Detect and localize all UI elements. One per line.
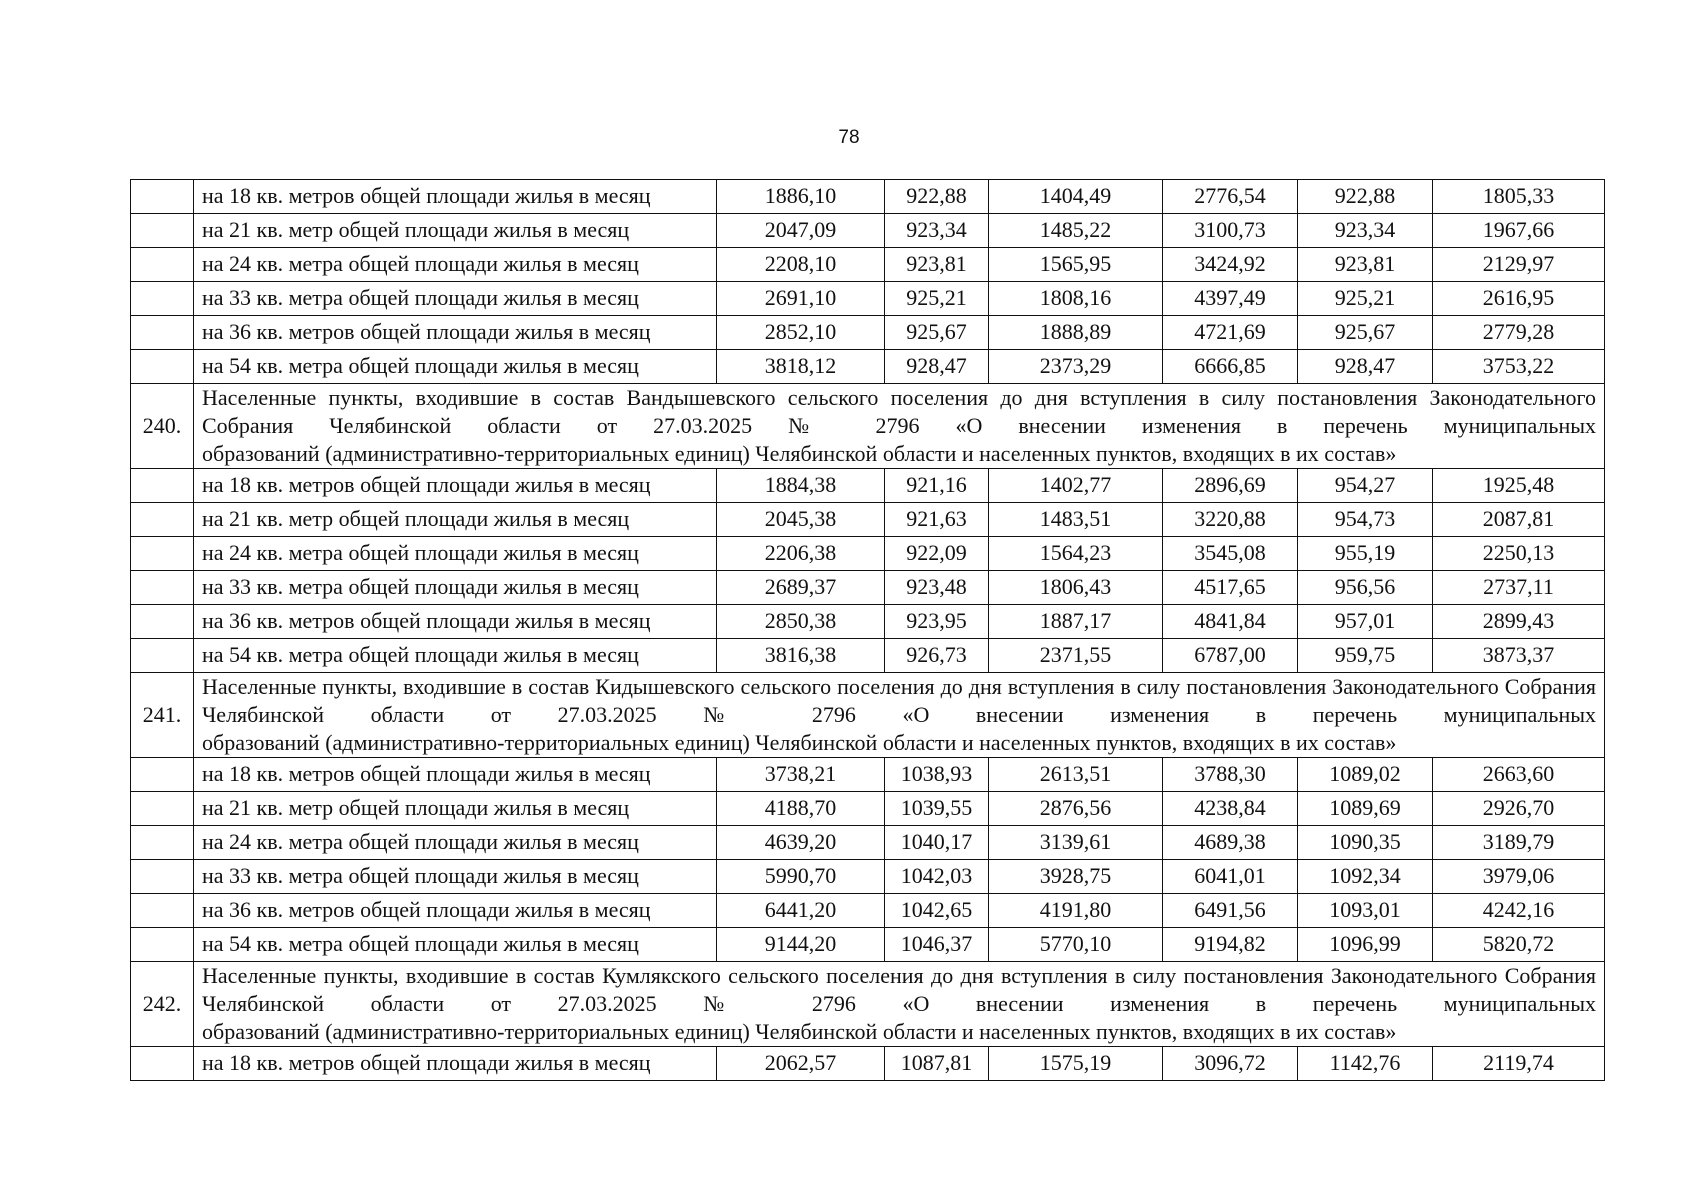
row-number-cell bbox=[131, 860, 194, 894]
row-number-cell bbox=[131, 469, 194, 503]
value-cell: 1808,16 bbox=[989, 282, 1163, 316]
value-cell: 1967,66 bbox=[1433, 214, 1605, 248]
row-number-cell bbox=[131, 605, 194, 639]
row-label-cell: на 21 кв. метр общей площади жилья в месяц bbox=[194, 214, 717, 248]
value-cell: 2691,10 bbox=[717, 282, 885, 316]
row-label-cell: на 24 кв. метра общей площади жилья в месяц bbox=[194, 248, 717, 282]
row-label-cell: на 54 кв. метра общей площади жилья в месяц bbox=[194, 350, 717, 384]
value-cell: 9194,82 bbox=[1163, 928, 1298, 962]
value-cell: 9144,20 bbox=[717, 928, 885, 962]
value-cell: 1090,35 bbox=[1298, 826, 1433, 860]
value-cell: 925,67 bbox=[885, 316, 989, 350]
row-number-cell bbox=[131, 180, 194, 214]
value-cell: 3818,12 bbox=[717, 350, 885, 384]
row-number-cell bbox=[131, 248, 194, 282]
group-header-row bbox=[131, 673, 1605, 758]
group-number-cell: 241. bbox=[131, 673, 194, 758]
value-cell: 3096,72 bbox=[1163, 1047, 1298, 1081]
table-row bbox=[131, 792, 1605, 826]
value-cell: 957,01 bbox=[1298, 605, 1433, 639]
value-cell: 1093,01 bbox=[1298, 894, 1433, 928]
value-cell: 4639,20 bbox=[717, 826, 885, 860]
row-number-cell bbox=[131, 1047, 194, 1081]
table-row bbox=[131, 180, 1605, 214]
value-cell: 1096,99 bbox=[1298, 928, 1433, 962]
group-description-last-line: образований (административно-территориальных единиц) Челябинской области и населенных пунктов, входящих в их состав» bbox=[202, 1019, 1397, 1044]
row-number-cell bbox=[131, 758, 194, 792]
value-cell: 3100,73 bbox=[1163, 214, 1298, 248]
value-cell: 2047,09 bbox=[717, 214, 885, 248]
value-cell: 1042,65 bbox=[885, 894, 989, 928]
table-row bbox=[131, 1047, 1605, 1081]
table-row bbox=[131, 860, 1605, 894]
value-cell: 923,34 bbox=[1298, 214, 1433, 248]
row-number-cell bbox=[131, 316, 194, 350]
value-cell: 3139,61 bbox=[989, 826, 1163, 860]
value-cell: 1886,10 bbox=[717, 180, 885, 214]
row-label-cell: на 54 кв. метра общей площади жилья в месяц bbox=[194, 639, 717, 673]
value-cell: 2371,55 bbox=[989, 639, 1163, 673]
row-label-cell: на 33 кв. метра общей площади жилья в месяц bbox=[194, 860, 717, 894]
value-cell: 1404,49 bbox=[989, 180, 1163, 214]
value-cell: 923,81 bbox=[885, 248, 989, 282]
row-label-cell: на 54 кв. метра общей площади жилья в месяц bbox=[194, 928, 717, 962]
table-row bbox=[131, 605, 1605, 639]
table-row bbox=[131, 282, 1605, 316]
value-cell: 2850,38 bbox=[717, 605, 885, 639]
value-cell: 3189,79 bbox=[1433, 826, 1605, 860]
group-description-cell bbox=[194, 384, 1605, 469]
value-cell: 1887,17 bbox=[989, 605, 1163, 639]
table-row bbox=[131, 571, 1605, 605]
table-row bbox=[131, 469, 1605, 503]
value-cell: 3816,38 bbox=[717, 639, 885, 673]
value-cell: 1040,17 bbox=[885, 826, 989, 860]
page-number: 78 bbox=[838, 127, 860, 148]
value-cell: 1805,33 bbox=[1433, 180, 1605, 214]
value-cell: 1806,43 bbox=[989, 571, 1163, 605]
value-cell: 1402,77 bbox=[989, 469, 1163, 503]
value-cell: 1142,76 bbox=[1298, 1047, 1433, 1081]
value-cell: 1046,37 bbox=[885, 928, 989, 962]
group-number-cell: 242. bbox=[131, 962, 194, 1047]
group-description-cell bbox=[194, 962, 1605, 1047]
table-row bbox=[131, 928, 1605, 962]
value-cell: 1888,89 bbox=[989, 316, 1163, 350]
value-cell: 3738,21 bbox=[717, 758, 885, 792]
value-cell: 4721,69 bbox=[1163, 316, 1298, 350]
value-cell: 3753,22 bbox=[1433, 350, 1605, 384]
value-cell: 1089,02 bbox=[1298, 758, 1433, 792]
value-cell: 1565,95 bbox=[989, 248, 1163, 282]
value-cell: 5990,70 bbox=[717, 860, 885, 894]
value-cell: 2876,56 bbox=[989, 792, 1163, 826]
value-cell: 3545,08 bbox=[1163, 537, 1298, 571]
value-cell: 921,63 bbox=[885, 503, 989, 537]
value-cell: 2779,28 bbox=[1433, 316, 1605, 350]
value-cell: 2045,38 bbox=[717, 503, 885, 537]
row-label-cell: на 36 кв. метров общей площади жилья в месяц bbox=[194, 316, 717, 350]
value-cell: 956,56 bbox=[1298, 571, 1433, 605]
row-label-cell: на 18 кв. метров общей площади жилья в месяц bbox=[194, 758, 717, 792]
value-cell: 4188,70 bbox=[717, 792, 885, 826]
row-number-cell bbox=[131, 894, 194, 928]
value-cell: 4841,84 bbox=[1163, 605, 1298, 639]
group-description-text: Населенные пункты, входившие в состав Кидышевского сельского поселения до дня вступления в силу постановления Законодательного Собрания Челябинской области от 27.03.2025 № 2796 «О внесении изменения в перечень муниципальных bbox=[202, 674, 1596, 727]
value-cell: 925,21 bbox=[885, 282, 989, 316]
row-label-cell: на 36 кв. метров общей площади жилья в месяц bbox=[194, 605, 717, 639]
table-row bbox=[131, 826, 1605, 860]
group-header-row bbox=[131, 384, 1605, 469]
value-cell: 926,73 bbox=[885, 639, 989, 673]
value-cell: 6041,01 bbox=[1163, 860, 1298, 894]
value-cell: 2613,51 bbox=[989, 758, 1163, 792]
group-description-cell bbox=[194, 673, 1605, 758]
value-cell: 923,95 bbox=[885, 605, 989, 639]
value-cell: 4397,49 bbox=[1163, 282, 1298, 316]
value-cell: 922,88 bbox=[885, 180, 989, 214]
value-cell: 955,19 bbox=[1298, 537, 1433, 571]
row-number-cell bbox=[131, 350, 194, 384]
value-cell: 923,34 bbox=[885, 214, 989, 248]
value-cell: 3928,75 bbox=[989, 860, 1163, 894]
value-cell: 2896,69 bbox=[1163, 469, 1298, 503]
row-number-cell bbox=[131, 214, 194, 248]
row-label-cell: на 21 кв. метр общей площади жилья в месяц bbox=[194, 503, 717, 537]
value-cell: 1884,38 bbox=[717, 469, 885, 503]
value-cell: 6787,00 bbox=[1163, 639, 1298, 673]
value-cell: 4191,80 bbox=[989, 894, 1163, 928]
table-row bbox=[131, 758, 1605, 792]
value-cell: 954,27 bbox=[1298, 469, 1433, 503]
value-cell: 6666,85 bbox=[1163, 350, 1298, 384]
row-label-cell: на 18 кв. метров общей площади жилья в месяц bbox=[194, 180, 717, 214]
value-cell: 1485,22 bbox=[989, 214, 1163, 248]
value-cell: 2852,10 bbox=[717, 316, 885, 350]
row-label-cell: на 33 кв. метра общей площади жилья в месяц bbox=[194, 571, 717, 605]
table-row bbox=[131, 503, 1605, 537]
value-cell: 3788,30 bbox=[1163, 758, 1298, 792]
value-cell: 2616,95 bbox=[1433, 282, 1605, 316]
value-cell: 1042,03 bbox=[885, 860, 989, 894]
value-cell: 2373,29 bbox=[989, 350, 1163, 384]
value-cell: 2737,11 bbox=[1433, 571, 1605, 605]
value-cell: 954,73 bbox=[1298, 503, 1433, 537]
value-cell: 2129,97 bbox=[1433, 248, 1605, 282]
row-label-cell: на 18 кв. метров общей площади жилья в месяц bbox=[194, 469, 717, 503]
value-cell: 1483,51 bbox=[989, 503, 1163, 537]
table-row bbox=[131, 537, 1605, 571]
table-row bbox=[131, 894, 1605, 928]
value-cell: 3220,88 bbox=[1163, 503, 1298, 537]
value-cell: 923,48 bbox=[885, 571, 989, 605]
value-cell: 3424,92 bbox=[1163, 248, 1298, 282]
table-row bbox=[131, 639, 1605, 673]
row-number-cell bbox=[131, 282, 194, 316]
value-cell: 1925,48 bbox=[1433, 469, 1605, 503]
value-cell: 2087,81 bbox=[1433, 503, 1605, 537]
value-cell: 6491,56 bbox=[1163, 894, 1298, 928]
value-cell: 2206,38 bbox=[717, 537, 885, 571]
tariff-table bbox=[130, 179, 1605, 1081]
value-cell: 1038,93 bbox=[885, 758, 989, 792]
row-number-cell bbox=[131, 571, 194, 605]
value-cell: 2663,60 bbox=[1433, 758, 1605, 792]
row-number-cell bbox=[131, 826, 194, 860]
value-cell: 928,47 bbox=[885, 350, 989, 384]
value-cell: 922,09 bbox=[885, 537, 989, 571]
table-row bbox=[131, 316, 1605, 350]
value-cell: 923,81 bbox=[1298, 248, 1433, 282]
row-label-cell: на 18 кв. метров общей площади жилья в месяц bbox=[194, 1047, 717, 1081]
value-cell: 2250,13 bbox=[1433, 537, 1605, 571]
value-cell: 2119,74 bbox=[1433, 1047, 1605, 1081]
value-cell: 5770,10 bbox=[989, 928, 1163, 962]
value-cell: 3979,06 bbox=[1433, 860, 1605, 894]
row-number-cell bbox=[131, 537, 194, 571]
value-cell: 4238,84 bbox=[1163, 792, 1298, 826]
row-number-cell bbox=[131, 503, 194, 537]
value-cell: 1575,19 bbox=[989, 1047, 1163, 1081]
row-number-cell bbox=[131, 792, 194, 826]
value-cell: 1087,81 bbox=[885, 1047, 989, 1081]
value-cell: 2776,54 bbox=[1163, 180, 1298, 214]
value-cell: 4517,65 bbox=[1163, 571, 1298, 605]
row-label-cell: на 36 кв. метров общей площади жилья в месяц bbox=[194, 894, 717, 928]
row-label-cell: на 24 кв. метра общей площади жилья в месяц bbox=[194, 537, 717, 571]
value-cell: 922,88 bbox=[1298, 180, 1433, 214]
value-cell: 1564,23 bbox=[989, 537, 1163, 571]
value-cell: 1092,34 bbox=[1298, 860, 1433, 894]
value-cell: 4242,16 bbox=[1433, 894, 1605, 928]
table-body bbox=[131, 180, 1605, 1081]
group-description-text: Населенные пункты, входившие в состав Кумлякского сельского поселения до дня вступления в силу постановления Законодательного Собрания Челябинской области от 27.03.2025 № 2796 «О внесении изменения в перечень муниципальных bbox=[202, 963, 1596, 1016]
value-cell: 2899,43 bbox=[1433, 605, 1605, 639]
value-cell: 3873,37 bbox=[1433, 639, 1605, 673]
row-label-cell: на 33 кв. метра общей площади жилья в месяц bbox=[194, 282, 717, 316]
value-cell: 925,21 bbox=[1298, 282, 1433, 316]
value-cell: 1039,55 bbox=[885, 792, 989, 826]
value-cell: 1089,69 bbox=[1298, 792, 1433, 826]
value-cell: 925,67 bbox=[1298, 316, 1433, 350]
table-row bbox=[131, 248, 1605, 282]
row-label-cell: на 24 кв. метра общей площади жилья в месяц bbox=[194, 826, 717, 860]
value-cell: 4689,38 bbox=[1163, 826, 1298, 860]
group-description-text: Населенные пункты, входившие в состав Вандышевского сельского поселения до дня вступления в силу постановления Законодательного Собрания Челябинской области от 27.03.2025 № 2796 «О внесении изменения в перечень муниципальных bbox=[202, 385, 1596, 438]
value-cell: 2926,70 bbox=[1433, 792, 1605, 826]
group-description-last-line: образований (административно-территориальных единиц) Челябинской области и населенных пунктов, входящих в их состав» bbox=[202, 730, 1397, 755]
group-number-cell: 240. bbox=[131, 384, 194, 469]
value-cell: 2689,37 bbox=[717, 571, 885, 605]
value-cell: 959,75 bbox=[1298, 639, 1433, 673]
value-cell: 5820,72 bbox=[1433, 928, 1605, 962]
value-cell: 2208,10 bbox=[717, 248, 885, 282]
value-cell: 6441,20 bbox=[717, 894, 885, 928]
row-label-cell: на 21 кв. метр общей площади жилья в месяц bbox=[194, 792, 717, 826]
table-row bbox=[131, 350, 1605, 384]
group-header-row bbox=[131, 962, 1605, 1047]
row-number-cell bbox=[131, 928, 194, 962]
table-row bbox=[131, 214, 1605, 248]
value-cell: 2062,57 bbox=[717, 1047, 885, 1081]
row-number-cell bbox=[131, 639, 194, 673]
value-cell: 928,47 bbox=[1298, 350, 1433, 384]
group-description-last-line: образований (административно-территориальных единиц) Челябинской области и населенных пунктов, входящих в их состав» bbox=[202, 441, 1397, 466]
value-cell: 921,16 bbox=[885, 469, 989, 503]
